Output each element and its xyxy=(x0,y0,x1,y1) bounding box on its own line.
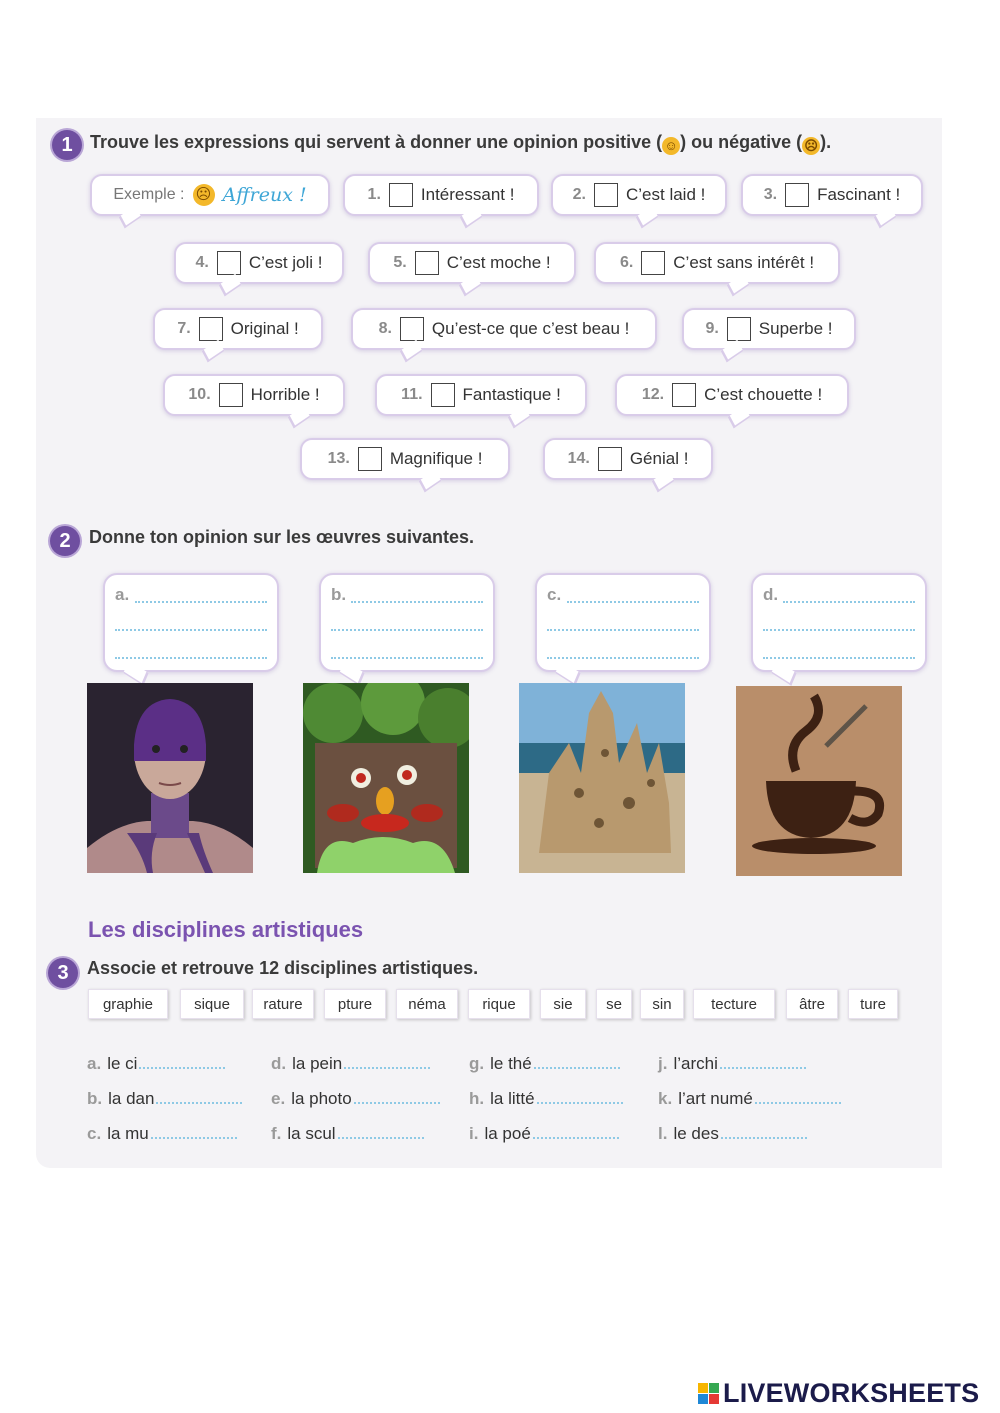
syllable-chip[interactable]: sin xyxy=(640,989,684,1019)
syllable-chip[interactable]: sie xyxy=(540,989,586,1019)
coffee-beans-photo xyxy=(736,686,902,876)
opinion-bubble: 10. Horrible ! xyxy=(163,374,345,416)
answer-checkbox[interactable] xyxy=(219,383,243,407)
syllable-chip[interactable]: se xyxy=(596,989,632,1019)
example-bubble: Exemple : ☹ Affreux ! xyxy=(90,174,330,216)
opinion-bubble: 12. C’est chouette ! xyxy=(615,374,849,416)
exercise-1-badge: 1 xyxy=(52,130,82,160)
opinion-bubble: 5. C’est moche ! xyxy=(368,242,576,284)
section-heading: Les disciplines artistiques xyxy=(88,917,364,942)
answer-blank[interactable] xyxy=(533,1137,619,1139)
opinion-box-b: b. xyxy=(319,573,495,672)
discipline-item: k. l’art numé xyxy=(658,1089,841,1109)
answer-checkbox[interactable] xyxy=(641,251,665,275)
logo-mark-icon xyxy=(698,1383,719,1404)
smiley-happy-icon: ☺ xyxy=(662,137,680,155)
sandcastle-photo xyxy=(519,683,685,873)
syllable-chip[interactable]: rature xyxy=(252,989,314,1019)
answer-line[interactable] xyxy=(763,629,915,631)
answer-line[interactable] xyxy=(115,657,267,659)
answer-checkbox[interactable] xyxy=(415,251,439,275)
answer-line[interactable] xyxy=(115,629,267,631)
answer-line[interactable] xyxy=(763,657,915,659)
answer-line[interactable] xyxy=(547,629,699,631)
discipline-item: c. la mu xyxy=(87,1124,237,1144)
answer-line[interactable] xyxy=(351,601,483,603)
exercise-3-badge: 3 xyxy=(48,958,78,988)
syllable-chip[interactable]: tecture xyxy=(693,989,775,1019)
answer-line[interactable] xyxy=(567,601,699,603)
syllable-chip[interactable]: ture xyxy=(848,989,898,1019)
answer-checkbox[interactable] xyxy=(598,447,622,471)
answer-line[interactable] xyxy=(135,601,267,603)
opinion-bubble: 11. Fantastique ! xyxy=(375,374,587,416)
answer-checkbox[interactable] xyxy=(389,183,413,207)
syllable-chip[interactable]: âtre xyxy=(786,989,838,1019)
answer-checkbox[interactable] xyxy=(431,383,455,407)
syllable-chip[interactable]: sique xyxy=(180,989,244,1019)
answer-line[interactable] xyxy=(783,601,915,603)
answer-blank[interactable] xyxy=(354,1102,440,1104)
opinion-bubble: 3. Fascinant ! xyxy=(741,174,923,216)
syllable-chip[interactable]: pture xyxy=(324,989,386,1019)
opinion-bubble: 14. Génial ! xyxy=(543,438,713,480)
answer-blank[interactable] xyxy=(537,1102,623,1104)
opinion-bubble: 2. C’est laid ! xyxy=(551,174,727,216)
answer-blank[interactable] xyxy=(139,1067,225,1069)
vegetable-face-photo xyxy=(303,683,469,873)
discipline-item: f. la scul xyxy=(271,1124,424,1144)
liveworksheets-logo: LIVEWORKSHEETS xyxy=(698,1378,979,1409)
discipline-item: g. le thé xyxy=(469,1054,620,1074)
exercise-2-badge: 2 xyxy=(50,526,80,556)
sad-face-icon: ☹ xyxy=(193,184,215,206)
answer-blank[interactable] xyxy=(721,1137,807,1139)
opinion-box-a: a. xyxy=(103,573,279,672)
discipline-item: j. l’archi xyxy=(658,1054,806,1074)
exercise-2-title: Donne ton opinion sur les œuvres suivantes. xyxy=(89,527,475,547)
answer-checkbox[interactable] xyxy=(727,317,751,341)
discipline-item: a. le ci xyxy=(87,1054,225,1074)
opinion-bubble: 13. Magnifique ! xyxy=(300,438,510,480)
discipline-item: l. le des xyxy=(658,1124,807,1144)
answer-checkbox[interactable] xyxy=(358,447,382,471)
answer-checkbox[interactable] xyxy=(672,383,696,407)
answer-checkbox[interactable] xyxy=(400,317,424,341)
discipline-item: d. la pein xyxy=(271,1054,430,1074)
syllable-chip[interactable]: néma xyxy=(396,989,458,1019)
discipline-item: i. la poé xyxy=(469,1124,619,1144)
exercise-1-title: Trouve les expressions qui servent à donner une opinion positive ( ☺ ) ou négative ( ☹ ). xyxy=(90,132,832,153)
syllable-chip[interactable]: graphie xyxy=(88,989,168,1019)
opinion-bubble: 9. Superbe ! xyxy=(682,308,856,350)
opinion-bubble: 8. Qu’est-ce que c’est beau ! xyxy=(351,308,657,350)
opinion-box-d: d. xyxy=(751,573,927,672)
answer-blank[interactable] xyxy=(720,1067,806,1069)
opinion-bubble: 6. C’est sans intérêt ! xyxy=(594,242,840,284)
answer-checkbox[interactable] xyxy=(217,251,241,275)
opinion-bubble: 1. Intéressant ! xyxy=(343,174,539,216)
answer-blank[interactable] xyxy=(755,1102,841,1104)
discipline-item: e. la photo xyxy=(271,1089,440,1109)
exercise-3-title: Associe et retrouve 12 disciplines artistiques. xyxy=(87,958,479,978)
answer-blank[interactable] xyxy=(534,1067,620,1069)
answer-line[interactable] xyxy=(331,657,483,659)
answer-checkbox[interactable] xyxy=(594,183,618,207)
opinion-bubble: 4. C’est joli ! xyxy=(174,242,344,284)
answer-blank[interactable] xyxy=(338,1137,424,1139)
answer-checkbox[interactable] xyxy=(199,317,223,341)
answer-blank[interactable] xyxy=(344,1067,430,1069)
answer-blank[interactable] xyxy=(156,1102,242,1104)
smiley-sad-icon: ☹ xyxy=(802,137,820,155)
painted-face-photo xyxy=(87,683,253,873)
syllable-chip[interactable]: rique xyxy=(468,989,530,1019)
opinion-bubble: 7. Original ! xyxy=(153,308,323,350)
answer-line[interactable] xyxy=(547,657,699,659)
answer-blank[interactable] xyxy=(151,1137,237,1139)
discipline-item: b. la dan xyxy=(87,1089,242,1109)
answer-line[interactable] xyxy=(331,629,483,631)
answer-checkbox[interactable] xyxy=(785,183,809,207)
discipline-item: h. la litté xyxy=(469,1089,623,1109)
opinion-box-c: c. xyxy=(535,573,711,672)
